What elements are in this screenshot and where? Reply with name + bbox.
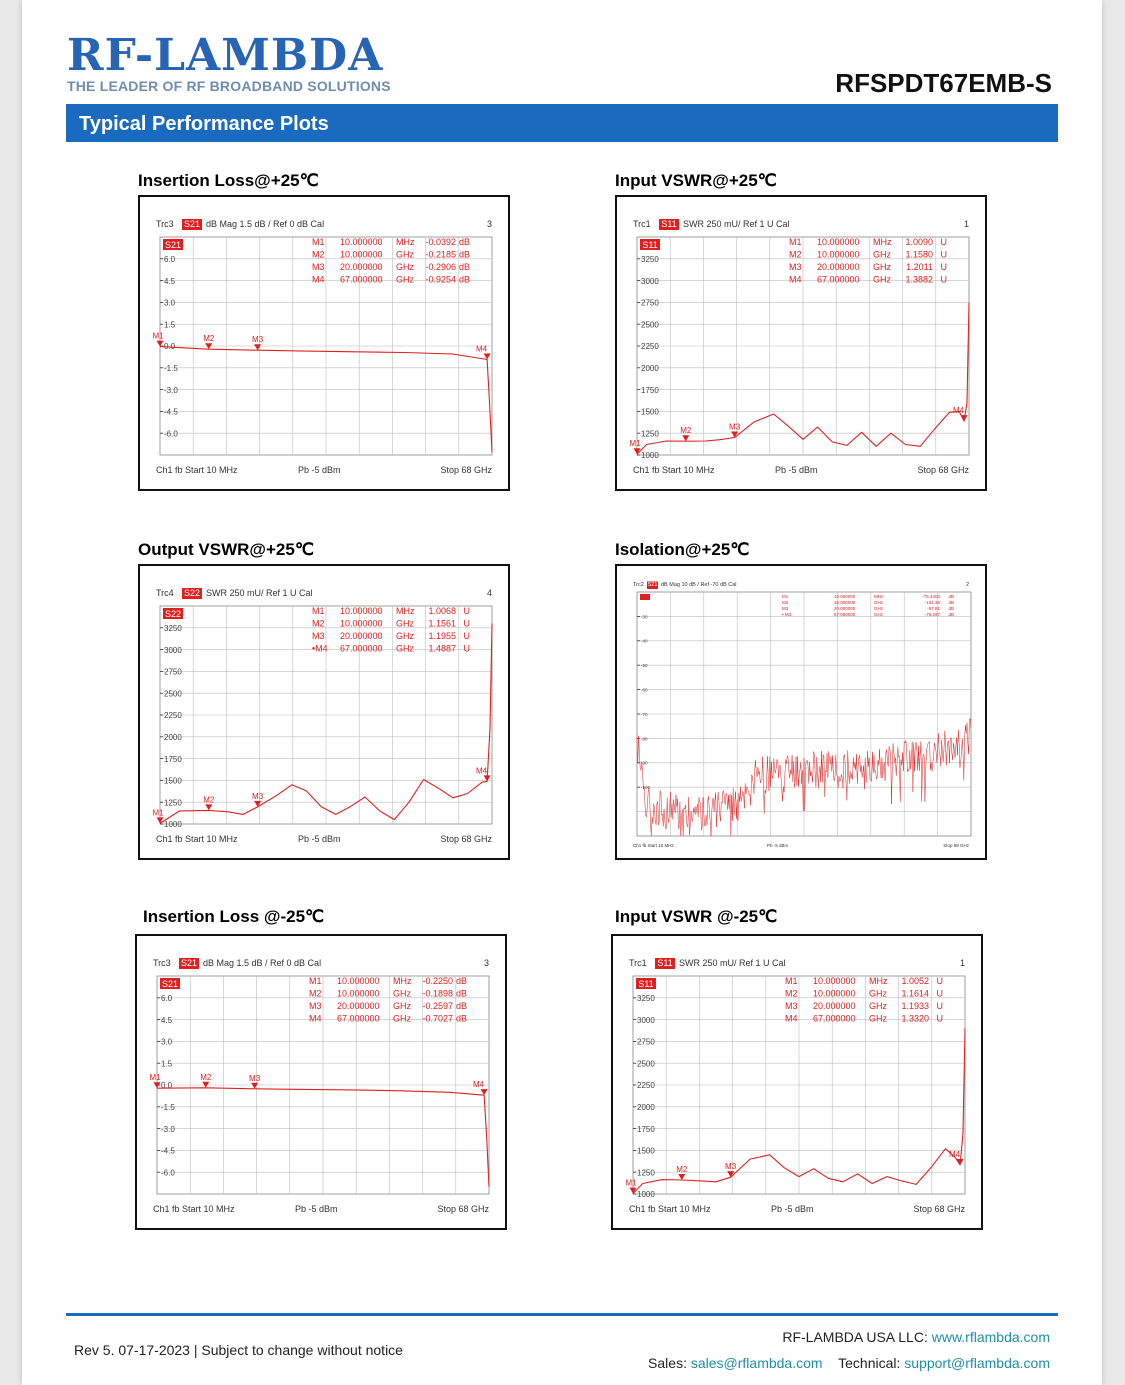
marker-value-unit: dB (948, 600, 954, 605)
footer-stop: Stop 68 GHz (437, 1204, 489, 1214)
marker-frequency: 10.000000 (337, 976, 380, 986)
footer-stop: Stop 68 GHz (440, 465, 492, 475)
marker-unit: MHz (874, 594, 884, 599)
marker-unit: GHz (396, 643, 414, 654)
marker-label: M4 (475, 344, 488, 354)
trace-id: Trc1 (629, 958, 647, 968)
marker-label: M4 (475, 766, 488, 776)
marker-name: M1 (782, 594, 789, 599)
grid-param-label: S21 (164, 240, 182, 250)
y-tick-label: 3.0 (164, 298, 176, 308)
marker-label: M4 (948, 1150, 961, 1160)
marker-label: M2 (200, 1072, 212, 1082)
param-label: S11 (661, 219, 677, 229)
footer-revision: Rev 5. 07-17-2023 | Subject to change without notice (74, 1342, 403, 1358)
marker-unit: GHz (869, 988, 887, 999)
marker-unit: GHz (396, 631, 414, 641)
y-tick-label: 2750 (164, 667, 182, 677)
marker-value: 1.1955 (428, 631, 456, 641)
y-tick-label: 3000 (641, 276, 659, 286)
marker-value-unit: U (463, 618, 470, 629)
y-tick-label: 1750 (641, 385, 659, 395)
y-tick-label: -3.0 (164, 385, 178, 395)
marker-value: 1.2011 (906, 262, 933, 272)
marker-frequency: 67.000000 (834, 612, 856, 617)
param-label: S11 (657, 958, 673, 968)
marker-triangle (961, 415, 968, 421)
footer-power: Pb -5 dBm (775, 465, 818, 475)
marker-frequency: 67.000000 (337, 1013, 380, 1024)
y-tick-label: -40 (641, 638, 648, 644)
footer-stop: Stop 68 GHz (913, 1204, 965, 1214)
marker-value: 1.0068 (428, 606, 456, 616)
marker-frequency: 20.000000 (340, 262, 383, 272)
marker-unit: GHz (396, 262, 414, 272)
marker-triangle (731, 431, 738, 437)
footer-power: Pb -5 dBm (298, 465, 341, 475)
marker-value-unit: dB (455, 1001, 467, 1011)
marker-name: M2 (309, 988, 322, 999)
marker-frequency: 10.000000 (340, 249, 383, 260)
marker-value: 1.0052 (901, 976, 929, 986)
y-tick-label: 2250 (164, 711, 182, 721)
y-tick-label: 1250 (637, 1168, 655, 1178)
chart-insertion-loss-25 (140, 197, 508, 489)
marker-unit: MHz (869, 976, 888, 986)
marker-value: 1.3320 (901, 1013, 929, 1024)
plot-input-vswr-m25 (611, 934, 983, 1230)
marker-triangle (254, 344, 261, 350)
marker-value-unit: dB (458, 274, 470, 285)
marker-value-unit: U (936, 976, 943, 986)
marker-value-unit: dB (455, 1013, 467, 1024)
marker-unit: MHz (396, 237, 415, 247)
marker-name: M2 (785, 988, 798, 999)
marker-triangle (481, 1089, 488, 1095)
y-tick-label: 2750 (637, 1037, 655, 1047)
marker-label: M4 (472, 1080, 485, 1090)
marker-value: 1.1580 (905, 249, 933, 260)
marker-frequency: 67.000000 (817, 274, 860, 285)
marker-value-unit: dB (458, 249, 470, 260)
y-tick-label: -6.0 (161, 1168, 175, 1178)
marker-unit: GHz (874, 600, 883, 605)
trace-format: SWR 250 mU/ Ref 1 U Cal (679, 958, 786, 968)
marker-label: M2 (676, 1164, 688, 1174)
marker-value: -0.0392 (425, 237, 456, 247)
marker-frequency: 20.000000 (340, 631, 383, 641)
trace-format: dB Mag 10 dB / Ref -70 dB Cal (661, 582, 737, 588)
marker-name: M3 (785, 1001, 798, 1011)
marker-value: -0.2250 (422, 976, 453, 986)
channel-number: 3 (486, 219, 492, 229)
trace-format: dB Mag 1.5 dB / Ref 0 dB Cal (206, 219, 325, 229)
marker-label: M1 (149, 1073, 161, 1083)
marker-frequency: 10.000000 (340, 618, 383, 629)
plot-title-insertion-loss-25: Insertion Loss@+25℃ (138, 171, 319, 190)
channel-number: 1 (959, 958, 965, 968)
grid-param-label: S22 (164, 609, 182, 619)
trace-id: Trc3 (156, 219, 174, 229)
y-tick-label: 6.0 (164, 254, 176, 264)
y-tick-label: 2500 (641, 320, 659, 330)
y-tick-label: -60 (641, 687, 648, 693)
marker-label: M1 (625, 1178, 637, 1188)
marker-name: M1 (312, 237, 325, 247)
support-email-link[interactable]: support@rflambda.com (904, 1355, 1050, 1371)
marker-value-unit: dB (948, 606, 954, 611)
marker-unit: GHz (869, 1013, 887, 1024)
marker-name: M2 (312, 618, 325, 629)
marker-frequency: 10.000000 (817, 249, 860, 260)
y-tick-label: 1250 (641, 429, 659, 439)
marker-unit: GHz (393, 1013, 411, 1024)
y-tick-label: 1.5 (161, 1059, 173, 1069)
channel-number: 4 (486, 588, 492, 598)
grid-param-label: S11 (642, 240, 658, 250)
marker-triangle (251, 1083, 258, 1089)
y-tick-label: 1000 (641, 451, 659, 461)
marker-name: M3 (312, 262, 325, 272)
y-tick-label: 2500 (164, 689, 182, 699)
marker-unit: GHz (396, 618, 414, 629)
marker-value: 1.0090 (905, 237, 933, 247)
footer-start: Ch1 fb Start 10 MHz (156, 834, 238, 844)
trace-format: SWR 250 mU/ Ref 1 U Cal (683, 219, 790, 229)
plot-title-input-vswr-25: Input VSWR@+25℃ (615, 171, 777, 190)
y-tick-label: 0.0 (164, 342, 176, 352)
plot-title-output-vswr-25: Output VSWR@+25℃ (138, 540, 314, 559)
marker-value-unit: U (463, 606, 470, 616)
marker-value-unit: dB (455, 988, 467, 999)
marker-value-unit: U (463, 631, 470, 641)
footer-company (782, 1329, 1050, 1345)
marker-label: M1 (629, 439, 641, 449)
marker-label: M3 (725, 1162, 737, 1172)
company-website-link[interactable]: www.rflambda.com (931, 1329, 1050, 1345)
marker-value-unit: dB (455, 976, 467, 986)
marker-frequency: 67.000000 (340, 274, 383, 285)
part-number: RFSPDT67EMB-S (835, 68, 1052, 98)
marker-value: -75.4403 (922, 594, 940, 599)
marker-value-unit: U (936, 1001, 943, 1011)
company-label: RF-LAMBDA USA LLC: (782, 1329, 932, 1345)
footer-stop: Stop 68 GHz (943, 843, 969, 848)
marker-unit: GHz (393, 988, 411, 999)
y-tick-label: 3250 (641, 254, 659, 264)
marker-value-unit: dB (948, 612, 954, 617)
y-tick-label: 3250 (164, 623, 182, 633)
param-label: S21 (183, 219, 201, 229)
param-label: S22 (183, 588, 201, 598)
channel-number: 3 (483, 958, 489, 968)
footer-contacts (648, 1355, 1050, 1371)
plot-title-isolation-25: Isolation@+25℃ (615, 540, 750, 559)
y-tick-label: 3250 (637, 993, 655, 1003)
marker-frequency: 20.000000 (817, 262, 860, 272)
trace-id: Trc1 (633, 219, 651, 229)
y-tick-label: 3000 (637, 1015, 655, 1025)
y-tick-label: 2750 (641, 298, 659, 308)
y-tick-label: 4.5 (164, 276, 176, 286)
y-tick-label: 1500 (637, 1146, 655, 1156)
marker-name: M3 (309, 1001, 322, 1011)
plot-insertion-loss-m25 (135, 934, 507, 1230)
marker-value: 1.1933 (901, 1001, 929, 1011)
marker-frequency: 10.000000 (337, 988, 380, 999)
footer-divider (66, 1313, 1058, 1316)
marker-label: M2 (203, 334, 215, 344)
y-tick-label: -100 (641, 785, 651, 791)
marker-unit: GHz (873, 262, 891, 272)
y-tick-label: 2250 (641, 342, 659, 352)
marker-label: M2 (680, 426, 692, 436)
y-tick-label: 1250 (164, 798, 182, 808)
footer-power: Pb -5 dBm (295, 1204, 338, 1214)
chart-input-vswr-m25 (613, 936, 981, 1228)
y-tick-label: -90 (641, 760, 648, 766)
marker-value: 1.1614 (901, 988, 929, 999)
footer-start: Ch1 fb Start 10 MHz (156, 465, 238, 475)
trace-format: dB Mag 1.5 dB / Ref 0 dB Cal (203, 958, 322, 968)
plot-title-insertion-loss-m25: Insertion Loss @-25℃ (143, 907, 325, 926)
sales-email-link[interactable]: sales@rflambda.com (690, 1355, 823, 1371)
marker-value-unit: U (940, 249, 947, 260)
marker-unit: GHz (873, 249, 891, 260)
marker-triangle (678, 1174, 685, 1180)
marker-value: 1.3882 (905, 274, 933, 285)
marker-frequency: 10.000000 (813, 988, 856, 999)
y-tick-label: -30 (641, 614, 648, 620)
y-tick-label: 4.5 (161, 1015, 173, 1025)
marker-value-unit: U (463, 643, 470, 654)
trace-id: Trc3 (153, 958, 171, 968)
param-label: S21 (180, 958, 198, 968)
marker-unit: MHz (393, 976, 412, 986)
marker-name: M4 (785, 1013, 798, 1024)
marker-frequency: 10.000000 (834, 600, 856, 605)
plot-output-vswr-25 (138, 564, 510, 860)
marker-unit: GHz (396, 249, 414, 260)
marker-unit: GHz (873, 274, 891, 285)
marker-frequency: 20.000000 (834, 606, 856, 611)
marker-value: -0.9254 (425, 274, 456, 285)
marker-frequency: 10.000000 (340, 237, 383, 247)
marker-value: -75.297 (924, 612, 940, 617)
marker-unit: GHz (869, 1001, 887, 1011)
marker-name: M1 (785, 976, 798, 986)
footer-power: Pb -5 dBm (771, 1204, 814, 1214)
marker-frequency: 10.000000 (813, 976, 856, 986)
marker-unit: GHz (393, 1001, 411, 1011)
chart-isolation-25 (617, 566, 985, 858)
footer-stop: Stop 68 GHz (917, 465, 969, 475)
grid-param-tag (640, 594, 650, 600)
y-tick-label: 3000 (164, 645, 182, 655)
y-tick-label: 1500 (164, 776, 182, 786)
marker-value-unit: dB (458, 262, 470, 272)
marker-value-unit: U (940, 262, 947, 272)
marker-value-unit: U (936, 988, 943, 999)
trace-id: Trc2 (633, 582, 644, 588)
param-label: S21 (647, 582, 658, 588)
y-tick-label: -4.5 (161, 1146, 175, 1156)
y-tick-label: 6.0 (161, 993, 173, 1003)
marker-label: M3 (252, 335, 264, 345)
trace-format: SWR 250 mU/ Ref 1 U Cal (206, 588, 313, 598)
marker-name: M4 (789, 274, 802, 285)
y-tick-label: 2000 (637, 1102, 655, 1112)
plot-isolation-25 (615, 564, 987, 860)
marker-value: -0.7027 (422, 1013, 453, 1024)
marker-name: M3 (782, 606, 789, 611)
trace-id: Trc4 (156, 588, 174, 598)
y-tick-label: 3.0 (161, 1037, 173, 1047)
marker-triangle (205, 804, 212, 810)
marker-value-unit: U (936, 1013, 943, 1024)
chart-input-vswr-25 (617, 197, 985, 489)
marker-value: -0.2185 (425, 249, 456, 260)
marker-name: •M4 (312, 643, 328, 654)
logo-text: RF-LAMBDA (67, 30, 384, 81)
y-tick-label: -1.5 (164, 363, 178, 373)
marker-value: 1.4887 (428, 643, 456, 654)
y-tick-label: -50 (641, 663, 648, 669)
footer-start: Ch1 fb Start 10 MHz (629, 1204, 711, 1214)
y-tick-label: 1000 (637, 1190, 655, 1200)
marker-unit: MHz (396, 606, 415, 616)
y-tick-label: -1.5 (161, 1102, 175, 1112)
y-tick-label: 1.5 (164, 320, 176, 330)
marker-triangle (157, 817, 164, 823)
marker-name: M2 (312, 249, 325, 260)
channel-number: 1 (963, 219, 969, 229)
marker-name: M3 (312, 631, 325, 641)
marker-frequency: 20.000000 (813, 1001, 856, 1011)
marker-value-unit: dB (948, 594, 954, 599)
marker-name: M3 (789, 262, 802, 272)
marker-value-unit: dB (458, 237, 470, 247)
y-tick-label: 1750 (164, 754, 182, 764)
logo-tagline: THE LEADER OF RF BROADBAND SOLUTIONS (67, 78, 391, 94)
marker-name: M4 (312, 274, 325, 285)
marker-value-unit: U (940, 237, 947, 247)
marker-name: M1 (312, 606, 325, 616)
y-tick-label: -80 (641, 736, 648, 742)
chart-insertion-loss-m25 (137, 936, 505, 1228)
marker-label: M1 (152, 808, 164, 818)
channel-number: 2 (965, 582, 969, 588)
tech-label: Technical: (838, 1355, 905, 1371)
marker-unit: GHz (874, 606, 883, 611)
plot-title-input-vswr-m25: Input VSWR @-25℃ (615, 907, 778, 926)
marker-name: M4 (309, 1013, 322, 1024)
sales-label: Sales: (648, 1355, 691, 1371)
footer-stop: Stop 68 GHz (440, 834, 492, 844)
y-tick-label: 1500 (641, 407, 659, 417)
marker-name: M1 (789, 237, 802, 247)
marker-name: M1 (309, 976, 322, 986)
marker-frequency: 10.000000 (340, 606, 383, 616)
footer-start: Ch1 fb Start 10 MHz (633, 465, 715, 475)
y-tick-label: 2500 (637, 1059, 655, 1069)
plot-insertion-loss-25 (138, 195, 510, 491)
grid-param-label: S11 (638, 979, 654, 989)
chart-output-vswr-25 (140, 566, 508, 858)
marker-label: M3 (249, 1073, 261, 1083)
marker-label: M4 (952, 406, 965, 416)
y-tick-label: -4.5 (164, 407, 178, 417)
marker-value: -0.1898 (422, 988, 453, 999)
plot-input-vswr-25 (615, 195, 987, 491)
marker-label: M3 (252, 791, 264, 801)
y-tick-label: 1750 (637, 1124, 655, 1134)
footer-start: Ch1 fb Start 10 MHz (633, 843, 674, 848)
rf-lambda-logo (67, 30, 391, 94)
marker-frequency: 10.000000 (817, 237, 860, 247)
footer-power: Pb -5 dBm (298, 834, 341, 844)
datasheet-page (22, 0, 1102, 1385)
marker-name: • M4 (782, 612, 792, 617)
marker-triangle (682, 435, 689, 441)
marker-label: M3 (729, 422, 741, 432)
marker-unit: MHz (873, 237, 892, 247)
y-tick-label: -6.0 (164, 429, 178, 439)
y-tick-label: 0.0 (161, 1081, 173, 1091)
y-tick-label: -70 (641, 711, 648, 717)
marker-frequency: 67.000000 (813, 1013, 856, 1024)
marker-frequency: 67.000000 (340, 643, 383, 654)
marker-frequency: 10.000000 (834, 594, 856, 599)
y-tick-label: -3.0 (161, 1124, 175, 1134)
y-tick-label: 2000 (164, 732, 182, 742)
marker-value: -0.2597 (422, 1001, 453, 1011)
marker-value-unit: U (940, 274, 947, 285)
y-tick-label: 2000 (641, 363, 659, 373)
marker-value: -101.36 (924, 600, 940, 605)
footer-start: Ch1 fb Start 10 MHz (153, 1204, 235, 1214)
footer-power: Pb -5 dBm (767, 843, 789, 848)
marker-name: M2 (789, 249, 802, 260)
marker-value: -0.2906 (425, 262, 456, 272)
marker-value: 1.1561 (428, 618, 456, 629)
y-tick-label: 2250 (637, 1081, 655, 1091)
y-tick-label: 1000 (164, 820, 182, 830)
marker-label: M1 (152, 331, 164, 341)
marker-value: -97.81 (927, 606, 940, 611)
marker-unit: GHz (396, 274, 414, 285)
section-title-bar: Typical Performance Plots (66, 104, 1058, 142)
grid-param-label: S21 (161, 979, 179, 989)
marker-name: M2 (782, 600, 789, 605)
marker-label: M2 (203, 795, 215, 805)
marker-frequency: 20.000000 (337, 1001, 380, 1011)
marker-unit: GHz (874, 612, 883, 617)
